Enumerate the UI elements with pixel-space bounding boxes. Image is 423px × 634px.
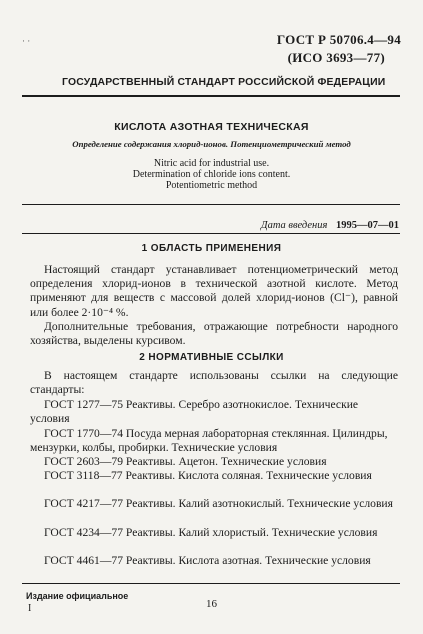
section1-paragraph1 — [30, 263, 398, 320]
reference-text: ГОСТ 3118—77 Реактивы. Кислота соляная. Технические условия — [44, 469, 372, 482]
authority-title: ГОСУДАРСТВЕННЫЙ СТАНДАРТ РОССИЙСКОЙ ФЕДЕРАЦИИ — [62, 77, 386, 88]
reference-item — [30, 398, 398, 426]
header-rule — [22, 95, 400, 97]
intro-date-value: 1995—07—01 — [336, 220, 399, 231]
reference-text: ГОСТ 1770—74 Посуда мерная лабораторная стеклянная. Цилиндры, мензурки, колбы, пробирки. Технические условия — [30, 427, 388, 455]
reference-text: ГОСТ 1277—75 Реактивы. Серебро азотнокислое. Технические условия — [30, 398, 359, 426]
section2-intro-text: В настоящем стандарте использованы ссылки на следующие стандарты: — [30, 369, 398, 397]
section1-paragraph1-text: Настоящий стандарт устанавливает потенциометрический метод определения хлорид-ионов в технической азотной кислоте. Метод применяют для веществ с массовой долей хлорид-ионов (Cl⁻), равной или более 2·10⁻⁴ %. — [30, 263, 398, 319]
reference-item — [30, 497, 398, 511]
reference-text: ГОСТ 4217—77 Реактивы. Калий азотнокислый. Технические условия — [44, 497, 393, 510]
section1-paragraph2 — [30, 320, 398, 348]
footer-mark: I — [28, 603, 32, 614]
section1-paragraph2-text: Дополнительные требования, отражающие потребности народного хозяйства, выделены курсивом. — [30, 320, 398, 348]
english-title-line2: Determination of chloride ions content. — [132, 169, 291, 180]
reference-item — [30, 469, 398, 483]
date-rule — [22, 233, 400, 234]
section1-heading: 1 ОБЛАСТЬ ПРИМЕНЕНИЯ — [141, 243, 282, 254]
reference-text: ГОСТ 4461—77 Реактивы. Кислота азотная. Технические условия — [44, 554, 371, 567]
iso-number: (ИСО 3693—77) — [287, 50, 385, 65]
document-subtitle: Определение содержания хлорид-ионов. Потенциометрический метод — [72, 139, 351, 149]
intro-date-label: Дата введения — [260, 220, 328, 231]
scan-specks: · · — [22, 36, 31, 46]
page-number: 16 — [206, 598, 217, 610]
edition-label: Издание официальное — [26, 591, 129, 601]
doc-number: ГОСТ Р 50706.4—94 — [276, 32, 401, 47]
reference-item — [30, 526, 398, 540]
title-rule — [22, 204, 400, 205]
document-title: КИСЛОТА АЗОТНАЯ ТЕХНИЧЕСКАЯ — [114, 121, 309, 133]
reference-item — [30, 554, 398, 568]
section2-heading: 2 НОРМАТИВНЫЕ ССЫЛКИ — [139, 352, 284, 363]
reference-text: ГОСТ 4234—77 Реактивы. Калий хлористый. Технические условия — [44, 526, 378, 539]
intro-date — [261, 220, 399, 231]
reference-item — [30, 427, 398, 455]
english-title-line3: Potentiometric method — [165, 180, 258, 191]
reference-item — [30, 455, 398, 469]
footer-rule — [22, 583, 400, 584]
reference-text: ГОСТ 2603—79 Реактивы. Ацетон. Технические условия — [44, 455, 327, 468]
section2-intro — [30, 369, 398, 397]
english-title-line1: Nitric acid for industrial use. — [153, 158, 270, 169]
